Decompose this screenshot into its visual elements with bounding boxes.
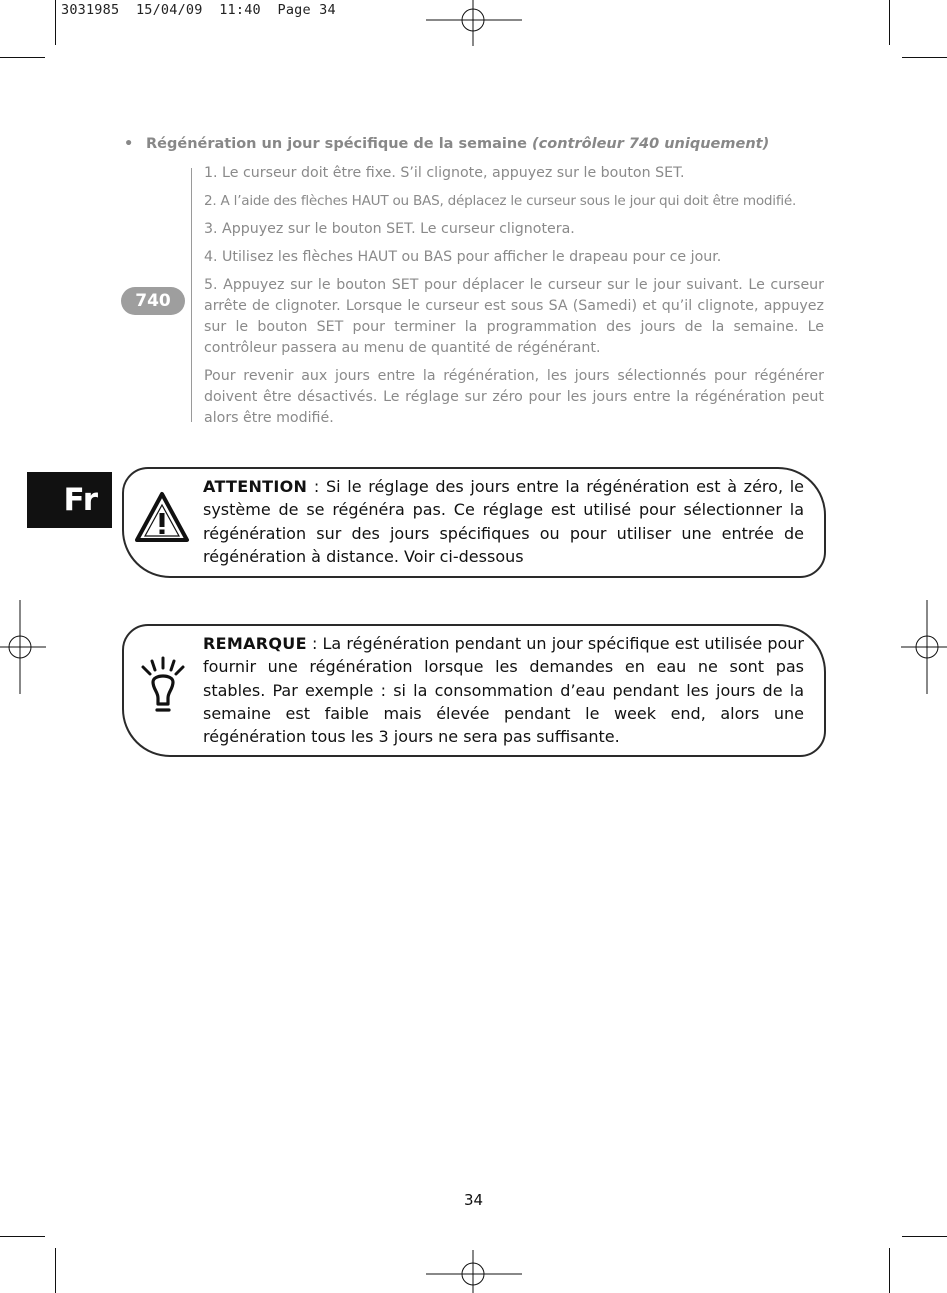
remarque-label: REMARQUE: [203, 634, 307, 653]
section-title: [124, 136, 769, 152]
page-number: 34: [463, 1191, 484, 1209]
remarque-body: : La régénération pendant un jour spécifique est utilisée pour fournir une régénération lorsque les demandes en eau ne sont pas stables. Par exemple : si la consommation d’eau pendant les jours de la semaine est faible mais élevée pendant le week end, alors une régénération tous les 3 jours ne sera pas suffisante.: [203, 634, 804, 747]
attention-label: ATTENTION: [203, 477, 308, 496]
step-1: 1. Le curseur doit être fixe. S’il clignote, appuyez sur le bouton SET.: [204, 165, 685, 181]
remarque-box: [122, 624, 826, 757]
crop-mark-bottom-left-h: [0, 1236, 45, 1237]
step-4: 4. Utilisez les flèches HAUT ou BAS pour afficher le drapeau pour ce jour.: [204, 249, 722, 265]
crop-mark-top-left-h: [0, 57, 45, 58]
print-slug: 3031985 15/04/09 11:40 Page 34: [61, 2, 336, 18]
attention-body: : Si le réglage des jours entre la régénération est à zéro, le système de se régénéra pas. Ce réglage est utilisé pour sélectionner la régénération sur des jours spécifiques ou pour utiliser une entrée de régénération à distance. Voir ci-dessous: [203, 477, 804, 566]
language-tab: Fr: [27, 472, 112, 528]
steps-list: [204, 163, 824, 436]
registration-mark-bottom-icon: [426, 1250, 522, 1293]
attention-text: [203, 475, 804, 568]
crop-mark-top-right-h: [902, 57, 947, 58]
warning-triangle-icon: [134, 491, 190, 543]
bullet: •: [124, 136, 134, 152]
return-note: Pour revenir aux jours entre la régénération, les jours sélectionnés pour régénérer doivent être désactivés. Le réglage sur zéro pour les jours entre la régénération peut alors être modifié.: [204, 368, 824, 426]
attention-box: [122, 467, 826, 578]
registration-mark-right-icon: [901, 600, 947, 694]
crop-mark-top-right-v: [889, 0, 890, 45]
controller-740-badge: 740: [121, 287, 185, 315]
steps-divider: [191, 168, 192, 422]
section-title-note: (contrôleur 740 uniquement): [532, 136, 770, 152]
lightbulb-icon: [140, 656, 186, 718]
remarque-text: [203, 632, 804, 748]
step-3: 3. Appuyez sur le bouton SET. Le curseur clignotera.: [204, 221, 575, 237]
crop-mark-bottom-right-v: [889, 1248, 890, 1293]
crop-mark-top-left-v: [55, 0, 56, 45]
step-2: 2. A l’aide des flèches HAUT ou BAS, déplacez le curseur sous le jour qui doit être modifié.: [204, 193, 797, 209]
section-title-text: Régénération un jour spécifique de la semaine: [146, 136, 527, 152]
crop-mark-bottom-left-v: [55, 1248, 56, 1293]
step-5: 5. Appuyez sur le bouton SET pour déplacer le curseur sur le jour suivant. Le curseur arrête de clignoter. Lorsque le curseur est sous SA (Samedi) et qu’il clignote, appuyez sur le bouton SET pour terminer la programmation des jours de la semaine. Le contrôleur passera au menu de quantité de régénérant.: [204, 277, 824, 356]
registration-mark-top-icon: [426, 0, 522, 46]
registration-mark-left-icon: [0, 600, 46, 694]
crop-mark-bottom-right-h: [902, 1236, 947, 1237]
